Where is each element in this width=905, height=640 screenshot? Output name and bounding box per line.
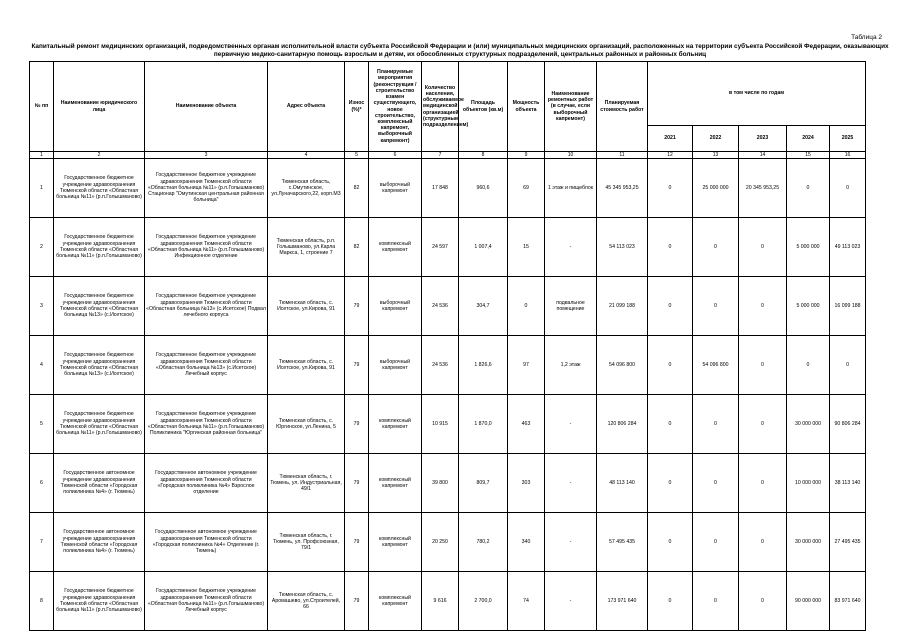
col-number: 14 — [739, 152, 787, 159]
address-cell: Тюменская область, с. Юргинское, ул.Ленина, 5 — [268, 395, 345, 454]
header-planned-cost: Планируемая стоимость работ — [597, 62, 648, 152]
planned-cost-cell: 173 971 640 — [597, 572, 648, 631]
address-cell: Тюменская область, г. Тюмень, ул. Профсоюзная, 79/1 — [268, 513, 345, 572]
wear-cell: 79 — [345, 454, 369, 513]
year-2021-cell: 0 — [648, 572, 693, 631]
area-cell: 1 007,4 — [459, 218, 508, 277]
year-2022-cell: 0 — [693, 513, 739, 572]
year-2025-cell: 90 806 284 — [830, 395, 866, 454]
capacity-cell: 463 — [508, 395, 545, 454]
measure-cell: комплексный капремонт — [369, 218, 422, 277]
row-number: 2 — [30, 218, 54, 277]
col-number: 10 — [545, 152, 597, 159]
table-row — [30, 159, 866, 218]
measure-cell: комплексный капремонт — [369, 395, 422, 454]
header-year-2021: 2021 — [648, 126, 693, 152]
legal-entity-cell: Государственное бюджетное учреждение здравоохранения Тюменской области «Областная больница №11» (р.п.Голышманово) — [54, 395, 145, 454]
measure-cell: выборочный капремонт — [369, 277, 422, 336]
col-number: 16 — [830, 152, 866, 159]
object-name-cell: Государственное бюджетное учреждение здравоохранения Тюменской области «Областная больница №13» (с.Исетское) Подвал лечебного корпуса — [145, 277, 268, 336]
object-name-cell: Государственное бюджетное учреждение здравоохранения Тюменской области «Областная больница №11» (р.п.Голышманово) Поликлиника "Юргинская районная больница" — [145, 395, 268, 454]
capital-repair-table — [29, 61, 866, 631]
capacity-cell: 69 — [508, 159, 545, 218]
header-year-2023: 2023 — [739, 126, 787, 152]
measure-cell: комплексный капремонт — [369, 572, 422, 631]
repair-works-cell: - — [545, 513, 597, 572]
wear-cell: 79 — [345, 513, 369, 572]
year-2024-cell: 90 000 000 — [787, 572, 830, 631]
col-number: 11 — [597, 152, 648, 159]
row-number: 6 — [30, 454, 54, 513]
wear-cell: 82 — [345, 159, 369, 218]
address-cell: Тюменская область, с. Аромашево, ул.Строителей, 66 — [268, 572, 345, 631]
col-number: 4 — [268, 152, 345, 159]
capacity-cell: 303 — [508, 454, 545, 513]
col-number: 8 — [459, 152, 508, 159]
table-row — [30, 277, 866, 336]
table-row — [30, 336, 866, 395]
header-object-name: Наименование объекта — [145, 62, 268, 152]
wear-cell: 79 — [345, 572, 369, 631]
wear-cell: 79 — [345, 395, 369, 454]
year-2025-cell: 83 971 640 — [830, 572, 866, 631]
planned-cost-cell: 57 495 435 — [597, 513, 648, 572]
address-cell: Тюменская область, р.п. Голышманово, ул.Карла Маркса, 1, строение 7 — [268, 218, 345, 277]
legal-entity-cell: Государственное автономное учреждение здравоохранения Тюменской области «Городская поликлиника №4» (г. Тюмень) — [54, 454, 145, 513]
area-cell: 2 700,0 — [459, 572, 508, 631]
area-cell: 1 870,0 — [459, 395, 508, 454]
capacity-cell: 0 — [508, 277, 545, 336]
year-2023-cell: 0 — [739, 513, 787, 572]
wear-cell: 82 — [345, 218, 369, 277]
year-2023-cell: 0 — [739, 395, 787, 454]
object-name-cell: Государственное бюджетное учреждение здравоохранения Тюменской области «Областная больница №11» (р.п.Голышманово) Инфекционное отделение — [145, 218, 268, 277]
header-legal-entity: Наименование юридического лица — [54, 62, 145, 152]
table-row — [30, 395, 866, 454]
header-row — [30, 62, 866, 126]
area-cell: 1 826,6 — [459, 336, 508, 395]
planned-cost-cell: 48 113 140 — [597, 454, 648, 513]
document-title: Капитальный ремонт медицинских организаций, подведомственных органам исполнительной власти субъекта Российской Федерации и (или) муниципальных медицинских организаций, расположенных на территории субъекта Российской Федерации, оказывающих первичную медико-санитарную помощь взрослым и детям, их обособленных структурных подразделений, центральных районных и районных больниц — [31, 43, 889, 58]
year-2025-cell: 27 495 435 — [830, 513, 866, 572]
row-number: 8 — [30, 572, 54, 631]
year-2021-cell: 0 — [648, 454, 693, 513]
address-cell: Тюменская область, г. Тюмень, ул. Индустриальная, 49/1 — [268, 454, 345, 513]
year-2021-cell: 0 — [648, 336, 693, 395]
capacity-cell: 97 — [508, 336, 545, 395]
year-2024-cell: 30 000 000 — [787, 395, 830, 454]
year-2022-cell: 54 096 800 — [693, 336, 739, 395]
area-cell: 960,6 — [459, 159, 508, 218]
planned-cost-cell: 54 096 800 — [597, 336, 648, 395]
table-row — [30, 572, 866, 631]
year-2024-cell: 5 000 000 — [787, 277, 830, 336]
header-measure: Планируемые мероприятия (реконструкция / строительство взамен существующего, новое строительство, комплексный капремонт, выборочный капремонт) — [369, 62, 422, 152]
year-2021-cell: 0 — [648, 277, 693, 336]
measure-cell: выборочный капремонт — [369, 159, 422, 218]
year-2021-cell: 0 — [648, 513, 693, 572]
col-number: 1 — [30, 152, 54, 159]
wear-cell: 79 — [345, 277, 369, 336]
population-cell: 24 536 — [422, 336, 459, 395]
header-population: Количество населения, обслуживаемое медицинской организацией (структурным подразделением) — [422, 62, 459, 152]
header-wear: Износ (%)* — [345, 62, 369, 152]
year-2022-cell: 0 — [693, 277, 739, 336]
area-cell: 304,7 — [459, 277, 508, 336]
object-name-cell: Государственное автономное учреждение здравоохранения Тюменской области «Городская поликлиника №4» Взрослое отделение — [145, 454, 268, 513]
col-number: 9 — [508, 152, 545, 159]
population-cell: 9 616 — [422, 572, 459, 631]
year-2024-cell: 0 — [787, 336, 830, 395]
planned-cost-cell: 21 099 188 — [597, 277, 648, 336]
object-name-cell: Государственное бюджетное учреждение здравоохранения Тюменской области «Областная больница №11» (р.п.Голышманово) Лечебный корпус — [145, 572, 268, 631]
object-name-cell: Государственное бюджетное учреждение здравоохранения Тюменской области «Областная больница №11» (р.п.Голышманово) Стационар "Омутинская центральная районная больница" — [145, 159, 268, 218]
repair-works-cell: - — [545, 572, 597, 631]
repair-works-cell: - — [545, 454, 597, 513]
population-cell: 24 597 — [422, 218, 459, 277]
year-2022-cell: 0 — [693, 395, 739, 454]
wear-cell: 79 — [345, 336, 369, 395]
row-number: 4 — [30, 336, 54, 395]
header-year-2022: 2022 — [693, 126, 739, 152]
year-2023-cell: 0 — [739, 218, 787, 277]
row-number: 7 — [30, 513, 54, 572]
year-2023-cell: 20 345 953,25 — [739, 159, 787, 218]
year-2025-cell: 49 113 023 — [830, 218, 866, 277]
header-num: № пп — [30, 62, 54, 152]
col-number: 15 — [787, 152, 830, 159]
repair-works-cell: 1 этаж и пищеблок — [545, 159, 597, 218]
year-2023-cell: 0 — [739, 572, 787, 631]
year-2022-cell: 25 000 000 — [693, 159, 739, 218]
col-number: 13 — [693, 152, 739, 159]
header-repair-works: Наименование ремонтных работ (в случае, если выборочный капремонт) — [545, 62, 597, 152]
header-area: Площадь объектов (кв.м) — [459, 62, 508, 152]
repair-works-cell: - — [545, 395, 597, 454]
legal-entity-cell: Государственное автономное учреждение здравоохранения Тюменской области «Городская поликлиника №4» (г. Тюмень) — [54, 513, 145, 572]
year-2025-cell: 0 — [830, 159, 866, 218]
header-year-2024: 2024 — [787, 126, 830, 152]
year-2023-cell: 0 — [739, 336, 787, 395]
year-2024-cell: 30 000 000 — [787, 513, 830, 572]
row-number: 5 — [30, 395, 54, 454]
planned-cost-cell: 54 113 023 — [597, 218, 648, 277]
year-2022-cell: 0 — [693, 572, 739, 631]
header-capacity: Мощность объекта — [508, 62, 545, 152]
planned-cost-cell: 120 806 284 — [597, 395, 648, 454]
area-cell: 780,2 — [459, 513, 508, 572]
repair-works-cell: подвальное помещение — [545, 277, 597, 336]
address-cell: Тюменская область, с.Омутинское, ул.Луначарского,22, корп.М3 — [268, 159, 345, 218]
year-2022-cell: 0 — [693, 218, 739, 277]
table-number-label: Таблица 2 — [851, 34, 882, 41]
planned-cost-cell: 45 345 953,25 — [597, 159, 648, 218]
legal-entity-cell: Государственное бюджетное учреждение здравоохранения Тюменской области «Областная больница №13» (с.Исетское) — [54, 277, 145, 336]
object-name-cell: Государственное автономное учреждение здравоохранения Тюменской области «Городская поликлиника №4» Отделение (г. Тюмень) — [145, 513, 268, 572]
col-number: 5 — [345, 152, 369, 159]
col-number: 6 — [369, 152, 422, 159]
year-2021-cell: 0 — [648, 218, 693, 277]
table-row — [30, 218, 866, 277]
legal-entity-cell: Государственное бюджетное учреждение здравоохранения Тюменской области «Областная больница №13» (с.Исетское) — [54, 336, 145, 395]
capacity-cell: 340 — [508, 513, 545, 572]
year-2024-cell: 0 — [787, 159, 830, 218]
col-number: 12 — [648, 152, 693, 159]
repair-works-cell: 1,2 этаж — [545, 336, 597, 395]
col-number: 3 — [145, 152, 268, 159]
measure-cell: комплексный капремонт — [369, 454, 422, 513]
year-2021-cell: 0 — [648, 395, 693, 454]
year-2025-cell: 0 — [830, 336, 866, 395]
population-cell: 10 915 — [422, 395, 459, 454]
legal-entity-cell: Государственное бюджетное учреждение здравоохранения Тюменской области «Областная больница №11» (р.п.Голышманово) — [54, 218, 145, 277]
capacity-cell: 74 — [508, 572, 545, 631]
capacity-cell: 15 — [508, 218, 545, 277]
header-year-2025: 2025 — [830, 126, 866, 152]
measure-cell: выборочный капремонт — [369, 336, 422, 395]
header-by-years: в том числе по годам — [648, 62, 866, 126]
year-2022-cell: 0 — [693, 454, 739, 513]
year-2025-cell: 16 099 188 — [830, 277, 866, 336]
year-2024-cell: 5 000 000 — [787, 218, 830, 277]
address-cell: Тюменская область, с. Исетское, ул.Кирова, 91 — [268, 336, 345, 395]
column-numbers-row — [30, 152, 866, 159]
year-2023-cell: 0 — [739, 454, 787, 513]
object-name-cell: Государственное бюджетное учреждение здравоохранения Тюменской области «Областная больница №13» (с.Исетское) Лечебный корпус — [145, 336, 268, 395]
legal-entity-cell: Государственное бюджетное учреждение здравоохранения Тюменской области «Областная больница №11» (р.п.Голышманово) — [54, 572, 145, 631]
year-2023-cell: 0 — [739, 277, 787, 336]
row-number: 1 — [30, 159, 54, 218]
col-number: 7 — [422, 152, 459, 159]
legal-entity-cell: Государственное бюджетное учреждение здравоохранения Тюменской области «Областная больница №11» (р.п.Голышманово) — [54, 159, 145, 218]
row-number: 3 — [30, 277, 54, 336]
address-cell: Тюменская область, с. Исетское, ул.Кирова, 91 — [268, 277, 345, 336]
measure-cell: комплексный капремонт — [369, 513, 422, 572]
repair-works-cell: - — [545, 218, 597, 277]
population-cell: 24 536 — [422, 277, 459, 336]
year-2024-cell: 10 000 000 — [787, 454, 830, 513]
area-cell: 809,7 — [459, 454, 508, 513]
population-cell: 20 250 — [422, 513, 459, 572]
table-row — [30, 454, 866, 513]
table-row — [30, 513, 866, 572]
year-2025-cell: 38 113 140 — [830, 454, 866, 513]
population-cell: 39 800 — [422, 454, 459, 513]
header-address: Адрес объекта — [268, 62, 345, 152]
col-number: 2 — [54, 152, 145, 159]
population-cell: 17 848 — [422, 159, 459, 218]
year-2021-cell: 0 — [648, 159, 693, 218]
